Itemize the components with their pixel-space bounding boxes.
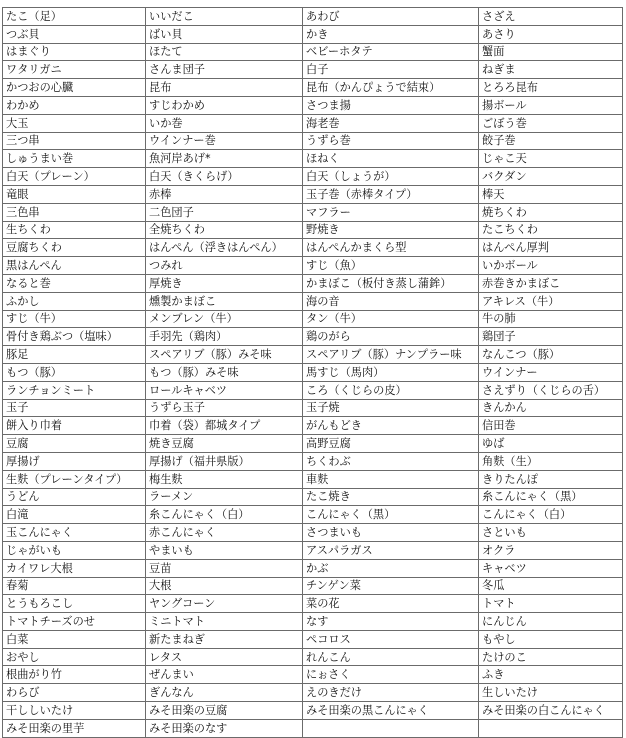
table-cell[interactable]: 豆腐 — [3, 435, 146, 453]
table-cell[interactable]: 梅生麩 — [146, 470, 303, 488]
table-cell[interactable]: 干ししいたけ — [3, 702, 146, 720]
table-cell[interactable]: 揚ボール — [479, 96, 623, 114]
table-cell[interactable]: こんにゃく（黒） — [303, 506, 479, 524]
table-cell[interactable]: 厚焼き — [146, 274, 303, 292]
table-cell[interactable]: 玉子巻（赤棒タイプ） — [303, 185, 479, 203]
table-cell[interactable]: こんにゃく（白） — [479, 506, 623, 524]
table-cell[interactable]: ウインナー — [479, 363, 623, 381]
table-cell[interactable]: たこ焼き — [303, 488, 479, 506]
table-cell[interactable]: わらび — [3, 684, 146, 702]
table-cell[interactable]: 二色団子 — [146, 203, 303, 221]
table-cell[interactable]: 蟹面 — [479, 43, 623, 61]
table-cell[interactable]: やまいも — [146, 541, 303, 559]
table-cell[interactable]: 糸こんにゃく（白） — [146, 506, 303, 524]
table-row — [3, 257, 623, 275]
table-cell[interactable]: バクダン — [479, 168, 623, 186]
oden-ingredients-sheet — [2, 7, 622, 738]
table-cell[interactable]: 牛の肺 — [479, 310, 623, 328]
table-row — [3, 150, 623, 168]
table-cell[interactable]: かまぼこ（板付き蒸し蒲鉾） — [303, 274, 479, 292]
table-cell[interactable]: つぶ貝 — [3, 25, 146, 43]
table-cell[interactable]: もつ（豚） — [3, 363, 146, 381]
table-cell[interactable]: ワタリガニ — [3, 61, 146, 79]
table-cell[interactable]: ゆば — [479, 435, 623, 453]
table-row — [3, 221, 623, 239]
table-cell[interactable]: がんもどき — [303, 417, 479, 435]
table-row — [3, 577, 623, 595]
table-cell[interactable]: 昆布 — [146, 79, 303, 97]
table-row — [3, 203, 623, 221]
table-cell[interactable]: おやし — [3, 648, 146, 666]
table-cell[interactable]: 春菊 — [3, 577, 146, 595]
table-cell[interactable]: ねぎま — [479, 61, 623, 79]
table-cell[interactable]: 白天（プレーン） — [3, 168, 146, 186]
table-cell[interactable]: すじ（牛） — [3, 310, 146, 328]
table-cell[interactable]: 玉子焼 — [303, 399, 479, 417]
table-cell[interactable]: 高野豆腐 — [303, 435, 479, 453]
table-cell[interactable]: トマト — [479, 595, 623, 613]
table-cell[interactable]: 豆腐ちくわ — [3, 239, 146, 257]
table-cell[interactable]: 生麩（プレーンタイプ） — [3, 470, 146, 488]
table-cell[interactable]: 手羽先（鶏肉） — [146, 328, 303, 346]
table-cell[interactable]: みそ田楽の黒こんにゃく — [303, 702, 479, 720]
table-cell[interactable]: 菜の花 — [303, 595, 479, 613]
table-row — [3, 61, 623, 79]
table-row — [3, 488, 623, 506]
table-cell[interactable]: にんじん — [479, 613, 623, 631]
table-row — [3, 132, 623, 150]
table-cell[interactable]: みそ田楽の豆腐 — [146, 702, 303, 720]
table-cell[interactable]: じゃこ天 — [479, 150, 623, 168]
table-cell[interactable]: じゃがいも — [3, 541, 146, 559]
table-cell[interactable]: 白天（きくらげ） — [146, 168, 303, 186]
table-cell[interactable]: たこ（足） — [3, 8, 146, 26]
table-cell[interactable]: 白菜 — [3, 630, 146, 648]
table-cell[interactable]: 白子 — [303, 61, 479, 79]
table-cell[interactable]: ほたて — [146, 43, 303, 61]
table-row — [3, 506, 623, 524]
table-cell[interactable]: 白天（しょうが） — [303, 168, 479, 186]
table-cell[interactable]: ごぼう巻 — [479, 114, 623, 132]
table-row — [3, 25, 623, 43]
table-cell[interactable]: きりたんぽ — [479, 470, 623, 488]
table-cell[interactable]: みそ田楽の里芋 — [3, 719, 146, 737]
table-cell[interactable]: 大根 — [146, 577, 303, 595]
table-row — [3, 114, 623, 132]
table-cell[interactable]: ふかし — [3, 292, 146, 310]
table-row — [3, 435, 623, 453]
table-cell[interactable]: いいだこ — [146, 8, 303, 26]
table-row — [3, 719, 623, 737]
table-cell[interactable]: キャベツ — [479, 559, 623, 577]
table-cell[interactable]: うずら玉子 — [146, 399, 303, 417]
table-row — [3, 381, 623, 399]
table-cell[interactable]: あわび — [303, 8, 479, 26]
table-cell[interactable]: 赤こんにゃく — [146, 524, 303, 542]
table-cell[interactable]: さつまいも — [303, 524, 479, 542]
table-row — [3, 417, 623, 435]
table-row — [3, 666, 623, 684]
table-row — [3, 363, 623, 381]
table-cell[interactable]: つみれ — [146, 257, 303, 275]
table-cell[interactable]: えのきだけ — [303, 684, 479, 702]
table-cell[interactable]: ウインナー巻 — [146, 132, 303, 150]
table-cell[interactable]: もやし — [479, 630, 623, 648]
table-row — [3, 630, 623, 648]
table-cell[interactable]: 信田巻 — [479, 417, 623, 435]
table-cell[interactable]: 糸こんにゃく（黒） — [479, 488, 623, 506]
table-cell[interactable]: 豆苗 — [146, 559, 303, 577]
table-cell[interactable]: さざえ — [479, 8, 623, 26]
table-cell[interactable]: 厚揚げ — [3, 452, 146, 470]
table-cell[interactable]: もつ（豚）みそ味 — [146, 363, 303, 381]
table-cell[interactable]: いかボール — [479, 257, 623, 275]
table-row — [3, 8, 623, 26]
table-row — [3, 541, 623, 559]
table-cell[interactable]: 餃子巻 — [479, 132, 623, 150]
table-row — [3, 452, 623, 470]
table-cell[interactable]: ミニトマト — [146, 613, 303, 631]
table-cell[interactable]: みそ田楽の白こんにゃく — [479, 702, 623, 720]
table-cell[interactable]: すじわかめ — [146, 96, 303, 114]
table-cell[interactable]: ランチョンミート — [3, 381, 146, 399]
table-cell[interactable]: たこちくわ — [479, 221, 623, 239]
table-cell[interactable]: マフラー — [303, 203, 479, 221]
table-cell[interactable]: 全焼ちくわ — [146, 221, 303, 239]
table-cell[interactable]: 焼ちくわ — [479, 203, 623, 221]
table-row — [3, 399, 623, 417]
table-row — [3, 613, 623, 631]
table-cell[interactable]: 新たまねぎ — [146, 630, 303, 648]
table-cell[interactable]: ちくわぶ — [303, 452, 479, 470]
table-cell[interactable]: 冬瓜 — [479, 577, 623, 595]
table-cell[interactable]: 海の音 — [303, 292, 479, 310]
table-cell[interactable]: レタス — [146, 648, 303, 666]
table-row — [3, 168, 623, 186]
table-row — [3, 239, 623, 257]
table-cell[interactable]: 玉子 — [3, 399, 146, 417]
ingredients-table — [2, 7, 623, 738]
table-cell[interactable]: かつおの心臓 — [3, 79, 146, 97]
table-cell[interactable]: 鶏団子 — [479, 328, 623, 346]
table-cell[interactable]: 赤棒 — [146, 185, 303, 203]
table-cell[interactable]: 骨付き鶏ぶつ（塩味） — [3, 328, 146, 346]
table-cell[interactable]: いか巻 — [146, 114, 303, 132]
table-cell[interactable]: ベビーホタテ — [303, 43, 479, 61]
table-row — [3, 79, 623, 97]
table-cell[interactable]: カイワレ大根 — [3, 559, 146, 577]
table-cell[interactable]: みそ田楽のなす — [146, 719, 303, 737]
table-cell[interactable]: アスパラガス — [303, 541, 479, 559]
table-cell[interactable]: 竜眼 — [3, 185, 146, 203]
table-cell[interactable]: しゅうまい巻 — [3, 150, 146, 168]
table-cell[interactable]: うどん — [3, 488, 146, 506]
table-row — [3, 648, 623, 666]
table-cell[interactable]: とうもろこし — [3, 595, 146, 613]
table-cell[interactable]: ペコロス — [303, 630, 479, 648]
table-row — [3, 346, 623, 364]
table-row — [3, 96, 623, 114]
table-cell[interactable]: スペアリブ（豚）みそ味 — [146, 346, 303, 364]
table-cell[interactable]: 豚足 — [3, 346, 146, 364]
table-cell[interactable]: 昆布（かんぴょうで結束） — [303, 79, 479, 97]
table-cell[interactable] — [479, 719, 623, 737]
table-cell[interactable]: チンゲン菜 — [303, 577, 479, 595]
table-cell[interactable]: 厚揚げ（福井県版） — [146, 452, 303, 470]
table-row — [3, 524, 623, 542]
table-cell[interactable]: 三色串 — [3, 203, 146, 221]
table-cell[interactable]: 赤巻きかまぼこ — [479, 274, 623, 292]
table-row — [3, 702, 623, 720]
table-cell[interactable]: なす — [303, 613, 479, 631]
table-cell[interactable] — [303, 719, 479, 737]
table-cell[interactable]: 三つ串 — [3, 132, 146, 150]
table-cell[interactable]: 黒はんぺん — [3, 257, 146, 275]
table-row — [3, 595, 623, 613]
table-cell[interactable]: メンブレン（牛） — [146, 310, 303, 328]
table-cell[interactable]: さえずり（くじらの舌） — [479, 381, 623, 399]
table-cell[interactable]: さといも — [479, 524, 623, 542]
table-row — [3, 559, 623, 577]
table-cell[interactable]: ころ（くじらの皮） — [303, 381, 479, 399]
table-cell[interactable]: かき — [303, 25, 479, 43]
table-cell[interactable]: あさり — [479, 25, 623, 43]
table-cell[interactable]: はまぐり — [3, 43, 146, 61]
table-cell[interactable]: 焼き豆腐 — [146, 435, 303, 453]
table-cell[interactable]: ぎんなん — [146, 684, 303, 702]
table-cell[interactable]: 巾着（袋）都城タイプ — [146, 417, 303, 435]
table-cell[interactable]: さんま団子 — [146, 61, 303, 79]
table-cell[interactable]: ラーメン — [146, 488, 303, 506]
table-cell[interactable]: 馬すじ（馬肉） — [303, 363, 479, 381]
table-cell[interactable]: はんぺん（浮きはんぺん） — [146, 239, 303, 257]
table-cell[interactable]: 玉こんにゃく — [3, 524, 146, 542]
table-cell[interactable]: 生しいたけ — [479, 684, 623, 702]
table-cell[interactable]: きんかん — [479, 399, 623, 417]
table-row — [3, 470, 623, 488]
table-cell[interactable]: スペアリブ（豚）ナンプラー味 — [303, 346, 479, 364]
table-cell[interactable]: とろろ昆布 — [479, 79, 623, 97]
table-cell[interactable]: ロールキャベツ — [146, 381, 303, 399]
table-cell[interactable]: ほねく — [303, 150, 479, 168]
table-cell[interactable]: 野焼き — [303, 221, 479, 239]
table-cell[interactable]: 白滝 — [3, 506, 146, 524]
table-cell[interactable]: はんぺんかまくら型 — [303, 239, 479, 257]
table-cell[interactable]: トマトチーズのせ — [3, 613, 146, 631]
table-cell[interactable]: 海老巻 — [303, 114, 479, 132]
table-row — [3, 328, 623, 346]
table-cell[interactable]: ふき — [479, 666, 623, 684]
table-cell[interactable]: 魚河岸あげ* — [146, 150, 303, 168]
table-cell[interactable]: たけのこ — [479, 648, 623, 666]
table-row — [3, 43, 623, 61]
table-cell[interactable]: 根曲がり竹 — [3, 666, 146, 684]
table-cell[interactable]: ヤングコーン — [146, 595, 303, 613]
table-cell[interactable]: ぜんまい — [146, 666, 303, 684]
table-cell[interactable]: 鶏のがら — [303, 328, 479, 346]
table-cell[interactable]: はんぺん厚判 — [479, 239, 623, 257]
table-cell[interactable]: すじ（魚） — [303, 257, 479, 275]
table-cell[interactable]: れんこん — [303, 648, 479, 666]
table-cell[interactable]: オクラ — [479, 541, 623, 559]
table-body — [3, 8, 623, 738]
table-cell[interactable]: わかめ — [3, 96, 146, 114]
table-cell[interactable]: アキレス（牛） — [479, 292, 623, 310]
table-cell[interactable]: なると巻 — [3, 274, 146, 292]
table-cell[interactable]: 餅入り巾着 — [3, 417, 146, 435]
table-cell[interactable]: 車麩 — [303, 470, 479, 488]
table-cell[interactable]: 燻製かまぼこ — [146, 292, 303, 310]
table-cell[interactable]: かぶ — [303, 559, 479, 577]
table-row — [3, 185, 623, 203]
table-row — [3, 292, 623, 310]
table-cell[interactable]: ばい貝 — [146, 25, 303, 43]
table-cell[interactable]: 生ちくわ — [3, 221, 146, 239]
table-cell[interactable]: にぉさく — [303, 666, 479, 684]
table-cell[interactable]: タン（牛） — [303, 310, 479, 328]
table-row — [3, 684, 623, 702]
table-cell[interactable]: 角麩（生） — [479, 452, 623, 470]
table-cell[interactable]: うずら巻 — [303, 132, 479, 150]
table-cell[interactable]: 棒天 — [479, 185, 623, 203]
table-row — [3, 310, 623, 328]
table-cell[interactable]: さつま揚 — [303, 96, 479, 114]
table-cell[interactable]: なんこつ（豚） — [479, 346, 623, 364]
table-row — [3, 274, 623, 292]
table-cell[interactable]: 大玉 — [3, 114, 146, 132]
